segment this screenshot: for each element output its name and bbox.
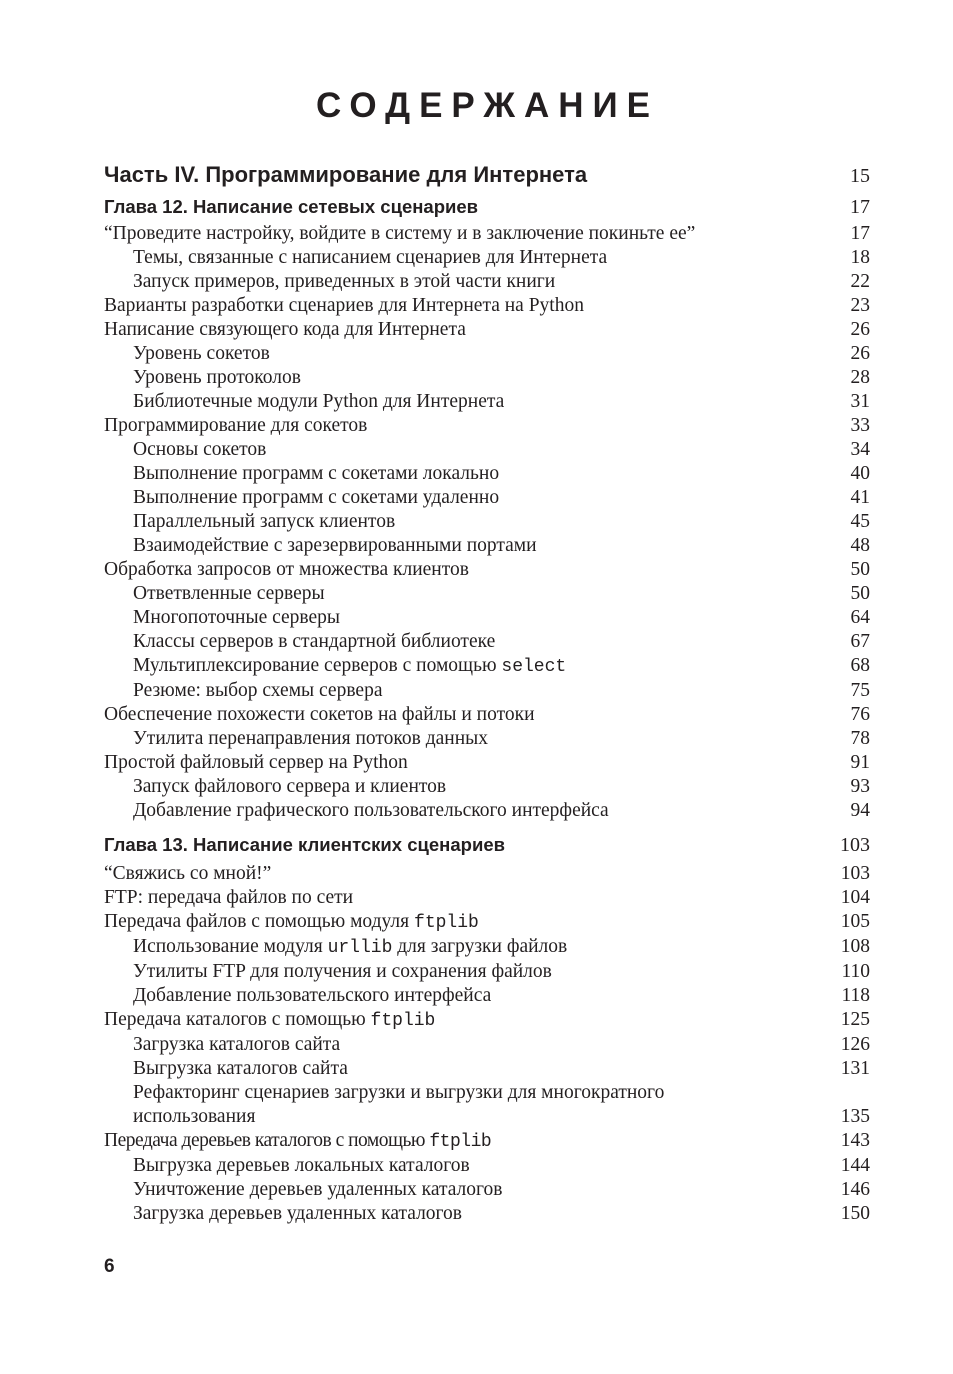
toc-entry-title: Добавление пользовательского интерфейса [133,985,492,1006]
table-of-contents [104,160,870,1226]
toc-entry-title: FTP: передача файлов по сети [104,887,354,908]
toc-entry-title: Выгрузка деревьев локальных каталогов [133,1155,470,1176]
toc-entry-page: 26 [850,319,870,340]
toc-entry-title: Уровень сокетов [133,343,270,364]
toc-subentry [104,438,870,462]
toc-entry-title: Уничтожение деревьев удаленных каталогов [133,1179,503,1200]
toc-entry-title: Утилиты FTP для получения и сохранения файлов [133,961,552,982]
toc-subentry [104,270,870,294]
toc-entry-page: 91 [850,752,870,773]
toc-entry [104,1129,870,1154]
toc-entry [104,414,870,438]
toc-entry-code: ftplib [414,913,479,933]
toc-subentry [104,1057,870,1081]
toc-entry-title [104,654,820,679]
toc-entry-page: 93 [850,776,870,797]
toc-entry-page: 26 [850,343,870,364]
toc-entry [104,1008,870,1033]
toc-subentry [104,799,870,823]
toc-subentry [104,984,870,1008]
toc-chapter-heading [104,192,870,222]
toc-entry-page: 34 [850,439,870,460]
page-title: СОДЕРЖАНИЕ [315,86,659,125]
toc-entry-page: 50 [850,559,870,580]
toc-entry-code: urllib [327,938,393,958]
toc-entry-text-tail: для загрузки файлов [392,936,568,957]
toc-entry-page: 131 [840,1058,870,1079]
toc-entry-page: 110 [841,961,870,982]
toc-entry-title: Загрузка деревьев удаленных каталогов [133,1203,463,1224]
toc-chapter-title: Глава 13. Написание клиентских сценариев [104,834,505,855]
toc-entry-title: Взаимодействие с зарезервированными портами [133,535,537,556]
toc-entry-title [104,1129,820,1154]
toc-entry-page: 41 [850,487,870,508]
toc-part-page: 15 [850,165,870,187]
toc-entry-page: 33 [850,415,870,436]
page-number: 6 [104,1256,115,1277]
toc-entry-title: Ответвленные серверы [133,583,325,604]
toc-entry-page: 150 [840,1203,870,1224]
toc-subentry [104,462,870,486]
toc-entry-title: Программирование для сокетов [104,415,368,436]
toc-entry [104,886,870,910]
toc-subentry [104,775,870,799]
toc-entry-title: Запуск примеров, приведенных в этой части книги [133,271,556,292]
toc-entry-page: 146 [840,1179,870,1200]
toc-subentry [104,390,870,414]
toc-chapter-title: Глава 12. Написание сетевых сценариев [104,196,479,217]
toc-entry-title: Написание связующего кода для Интернета [104,319,466,340]
toc-entry-page: 75 [850,680,870,701]
toc-chapter-page: 17 [850,196,870,218]
toc-entry-title: Параллельный запуск клиентов [133,511,396,532]
toc-subentry [104,1033,870,1057]
toc-entry-title [104,1008,820,1033]
toc-entry-page: 48 [850,535,870,556]
toc-entry-title: Выполнение программ с сокетами локально [133,463,500,484]
toc-entry-page: 40 [850,463,870,484]
toc-entry-page: 144 [840,1155,870,1176]
toc-entry-code: ftplib [370,1011,436,1031]
toc-entry [104,558,870,582]
toc-subentry [104,1178,870,1202]
toc-subentry [104,935,870,960]
toc-entry-code: ftplib [429,1132,492,1152]
toc-entry [104,294,870,318]
toc-entry [104,910,870,935]
toc-entry-title: “Проведите настройку, войдите в систему и в заключение покиньте ее” [104,223,696,244]
toc-subentry [104,534,870,558]
toc-subentry [104,510,870,534]
toc-entry-page: 76 [850,704,870,725]
toc-entry-title: Варианты разработки сценариев для Интернета на Python [104,295,584,316]
toc-entry-page: 45 [850,511,870,532]
toc-entry-page: 104 [840,887,870,908]
toc-entry-title: Запуск файлового сервера и клиентов [133,776,447,797]
toc-entry-title: Резюме: выбор схемы сервера [133,680,383,701]
toc-entry-title: Уровень протоколов [133,367,301,388]
toc-entry-title: Утилита перенаправления потоков данных [133,728,488,749]
toc-entry-page: 108 [840,936,870,957]
toc-entry [104,862,870,886]
toc-entry-title: Выполнение программ с сокетами удаленно [133,487,500,508]
toc-entry-page: 31 [850,391,870,412]
toc-entry-title: Библиотечные модули Python для Интернета [133,391,505,412]
toc-subentry [104,606,870,630]
toc-entry [104,751,870,775]
toc-entry-page: 28 [850,367,870,388]
toc-subentry [104,1154,870,1178]
toc-entry-text: Мультиплексирование серверов с помощью [133,655,502,676]
toc-entry-page: 64 [850,607,870,628]
toc-entry-title [104,910,820,935]
toc-entry-page: 103 [840,863,870,884]
toc-entry-title: Многопоточные серверы [133,607,340,628]
toc-subentry [104,679,870,703]
toc-entry-title: Простой файловый сервер на Python [104,752,408,773]
toc-entry-page: 125 [840,1009,870,1030]
toc-entry-title: Загрузка каталогов сайта [133,1034,341,1055]
toc-entry-page: 67 [850,631,870,652]
toc-entry-page: 105 [840,911,870,932]
toc-entry-title: “Свяжись со мной!” [104,863,272,884]
toc-entry-page: 50 [850,583,870,604]
toc-part-heading [104,160,870,192]
toc-entry-text: Передача деревьев каталогов с помощью [104,1130,430,1151]
toc-entry-title: Выгрузка каталогов сайта [133,1058,348,1079]
toc-entry-title: Классы серверов в стандартной библиотеке [133,631,496,652]
toc-entry-page: 135 [840,1106,870,1127]
toc-subentry [104,1081,870,1129]
toc-entry-page: 23 [850,295,870,316]
toc-entry-page: 78 [850,728,870,749]
toc-subentry [104,582,870,606]
toc-entry-page: 17 [850,223,870,244]
toc-entry-title: Темы, связанные с написанием сценариев для Интернета [133,247,608,268]
toc-subentry [104,366,870,390]
toc-entry-title: Обработка запросов от множества клиентов [104,559,469,580]
toc-entry-page: 68 [850,655,870,676]
toc-entry [104,318,870,342]
toc-subentry [104,727,870,751]
toc-entry-page: 126 [840,1034,870,1055]
toc-entry-text: Передача каталогов с помощью [104,1009,371,1030]
toc-entry-title [104,935,820,960]
toc-entry [104,222,870,246]
toc-subentry [104,486,870,510]
toc-entry-page: 18 [850,247,870,268]
toc-subentry [104,342,870,366]
toc-subentry [104,1202,870,1226]
toc-entry-title: Рефакторинг сценариев загрузки и выгрузки для многократного использования [133,1082,665,1127]
toc-subentry [104,630,870,654]
toc-entry [104,703,870,727]
toc-subentry [104,654,870,679]
toc-chapter-page: 103 [840,834,870,856]
toc-entry-title: Добавление графического пользовательского интерфейса [133,800,609,821]
toc-subentry [104,960,870,984]
toc-entry-text: Использование модуля [133,936,328,957]
toc-subentry [104,246,870,270]
toc-entry-text: Передача файлов с помощью модуля [104,911,415,932]
toc-entry-page: 94 [850,800,870,821]
toc-entry-title: Основы сокетов [133,439,267,460]
toc-entry-page: 22 [850,271,870,292]
toc-entry-page: 118 [841,985,870,1006]
toc-part-title: Часть IV. Программирование для Интернета [104,162,588,187]
toc-chapter-heading [104,830,870,860]
toc-entry-code: select [501,657,567,677]
toc-entry-page: 143 [840,1130,870,1151]
toc-entry-title: Обеспечение похожести сокетов на файлы и потоки [104,704,535,725]
